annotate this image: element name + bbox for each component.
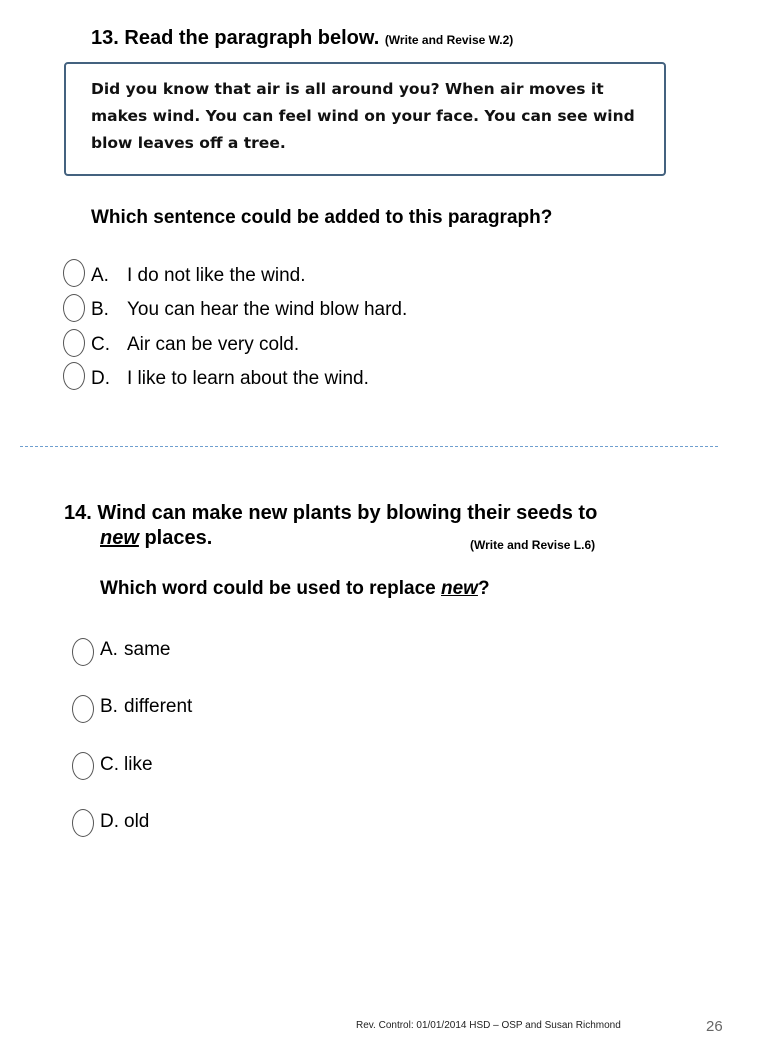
q14-prompt-end: ? bbox=[477, 578, 490, 599]
option-text: like bbox=[124, 754, 153, 775]
q14-title-line1: Wind can make new plants by blowing their seeds to bbox=[97, 502, 598, 524]
q13-option-b-bubble[interactable] bbox=[63, 294, 85, 322]
q14-prompt bbox=[100, 578, 490, 600]
q14-prompt-underlined-word: new bbox=[441, 578, 478, 599]
option-text: I like to learn about the wind. bbox=[127, 368, 369, 389]
q14-number: 14. bbox=[64, 502, 92, 524]
q13-option-d bbox=[91, 368, 369, 390]
option-letter: D. bbox=[91, 368, 110, 389]
option-letter: B. bbox=[91, 299, 109, 320]
option-letter: C. bbox=[100, 754, 119, 775]
page-number: 26 bbox=[706, 1018, 723, 1035]
q13-option-c bbox=[91, 334, 299, 356]
q14-standard-tag-wrap bbox=[470, 532, 595, 555]
option-text: old bbox=[124, 811, 150, 832]
q14-title-line2: places. bbox=[138, 527, 213, 549]
q14-option-d bbox=[100, 811, 149, 833]
q14-title-underlined-word: new bbox=[100, 527, 139, 549]
passage-line: makes wind. You can feel wind on your face. You can see wind bbox=[91, 107, 635, 125]
q14-heading-line1 bbox=[64, 502, 597, 525]
q14-prompt-text: Which word could be used to replace bbox=[100, 578, 441, 599]
option-letter: D. bbox=[100, 811, 119, 832]
q14-option-c-bubble[interactable] bbox=[72, 752, 94, 780]
q14-option-a-bubble[interactable] bbox=[72, 638, 94, 666]
passage-line: Did you know that air is all around you? When air moves it bbox=[91, 80, 604, 98]
q13-title: Read the paragraph below bbox=[124, 27, 374, 49]
q14-option-a bbox=[100, 639, 170, 661]
option-text: I do not like the wind. bbox=[127, 265, 306, 286]
section-divider bbox=[20, 446, 718, 447]
option-text: You can hear the wind blow hard. bbox=[127, 299, 408, 320]
passage-line: blow leaves off a tree. bbox=[91, 134, 286, 152]
q14-standard-tag: (Write and Revise L.6) bbox=[470, 538, 596, 552]
q13-option-a bbox=[91, 265, 306, 287]
q13-option-c-bubble[interactable] bbox=[63, 329, 85, 357]
q13-number: 13. bbox=[91, 27, 119, 49]
option-letter: B. bbox=[100, 696, 118, 717]
option-text: different bbox=[124, 696, 193, 717]
option-text: same bbox=[124, 639, 171, 660]
passage-text bbox=[91, 76, 651, 157]
option-letter: C. bbox=[91, 334, 110, 355]
q14-option-d-bubble[interactable] bbox=[72, 809, 94, 837]
q13-prompt: Which sentence could be added to this paragraph? bbox=[91, 207, 553, 228]
q13-option-d-bubble[interactable] bbox=[63, 362, 85, 390]
revision-footer: Rev. Control: 01/01/2014 HSD – OSP and Susan Richmond bbox=[356, 1020, 621, 1031]
q14-option-b-bubble[interactable] bbox=[72, 695, 94, 723]
q13-heading bbox=[91, 27, 513, 50]
q14-heading-line2 bbox=[100, 527, 212, 550]
option-text: Air can be very cold. bbox=[127, 334, 300, 355]
option-letter: A. bbox=[100, 639, 118, 660]
q13-option-b bbox=[91, 299, 407, 321]
q13-standard-tag: (Write and Revise W.2) bbox=[384, 33, 514, 47]
option-letter: A. bbox=[91, 265, 109, 286]
q13-title-period: . bbox=[373, 27, 380, 49]
q13-option-a-bubble[interactable] bbox=[63, 259, 85, 287]
q14-option-b bbox=[100, 696, 192, 718]
q14-option-c bbox=[100, 754, 153, 776]
